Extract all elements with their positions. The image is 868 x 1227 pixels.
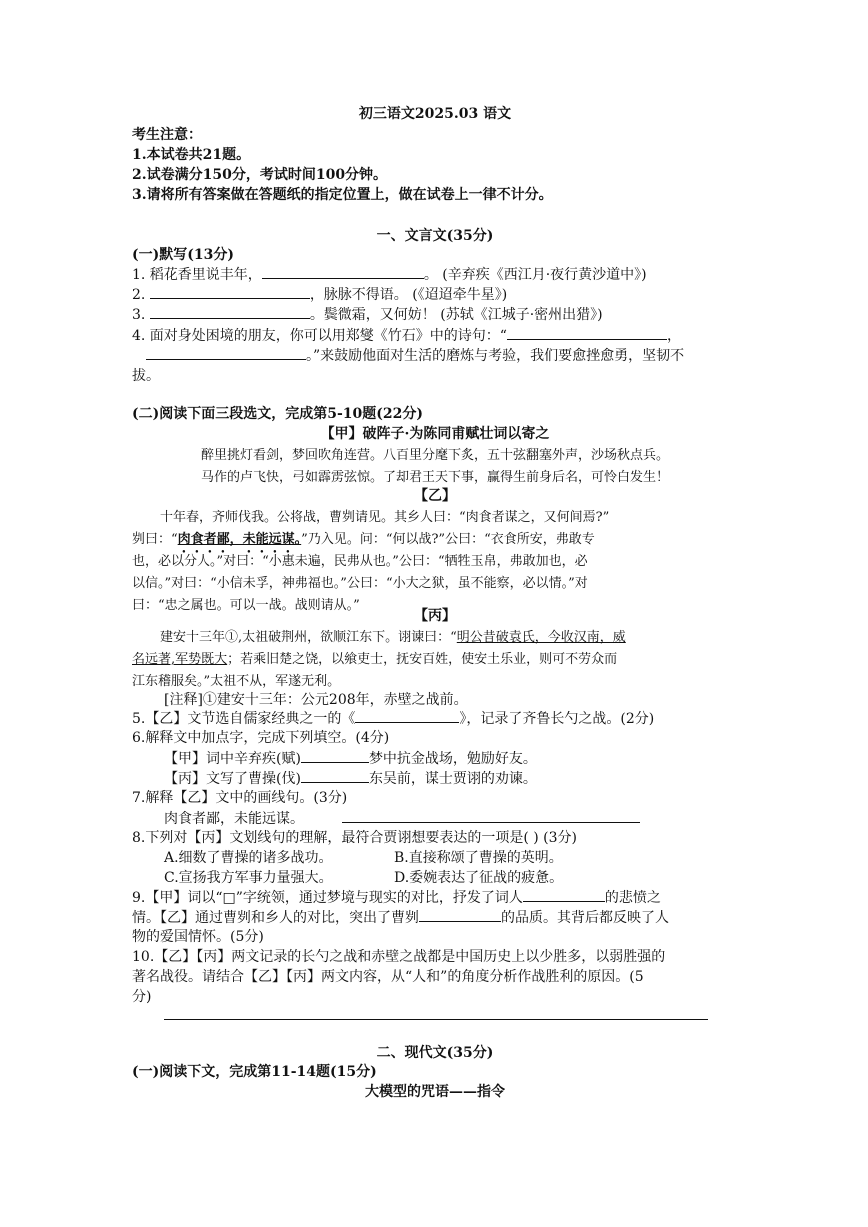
passage-yi-line: 以信。”对曰：“小信未孚，神弗福也。”公曰：“小大之狱，虽不能察，必以情。”对 [132, 576, 588, 591]
q-text: 3. [132, 307, 150, 323]
q-text: ，脉脉不得语。 (《迢迢牵牛星》) [309, 287, 508, 303]
annotation-note: [注释]①建安十三年：公元208年，赤壁之战前。 [164, 692, 468, 708]
notice-item: 1.本试卷共21题。 [132, 147, 251, 163]
question-4-end: 拔。 [132, 368, 160, 384]
passage-bing-title: 【丙】 [414, 608, 456, 624]
question-8-options [164, 868, 770, 888]
passage-bing-line: 江东稽服矣。”太祖不从，军遂无利。 [132, 674, 341, 689]
passage-jia-line: 马作的卢飞快，弓如霹雳弦惊。了却君王天下事，赢得生前身后名，可怜白发生！ [200, 470, 669, 485]
passage-text: 建安十三年①,太祖破荆州，欲顺江东下。诩谏曰：“ [160, 630, 457, 645]
q-text: 5.【乙】文节选自儒家经典之一的《 [132, 711, 356, 727]
exam-title: 初三语文2025.03 语文 [358, 106, 512, 122]
answer-blank [150, 284, 310, 299]
q-text: 的悲愤之 [604, 890, 661, 906]
passage-bing-line [160, 628, 766, 648]
part-title: (一)阅读下文，完成第11-14题(15分) [132, 1064, 377, 1080]
q-text: 。”来鼓励他面对生活的磨炼与考验，我们要愈挫愈勇，坚韧不 [306, 348, 685, 364]
part-title: (一)默写(13分) [132, 247, 234, 263]
question-2 [132, 284, 738, 305]
question-7-line [164, 808, 770, 829]
question-8-options [164, 848, 770, 868]
option-d: D.委婉表达了征战的疲惫。 [394, 870, 564, 886]
question-10-cont: 著名战役。请结合【乙】【丙】两文内容，从“人和”的角度分析作战胜利的原因。(5 [132, 969, 644, 985]
q-text: 2. [132, 287, 150, 303]
q-text: 。鬓微霜，又何妨！ (苏轼《江城子·密州出猎》) [309, 307, 603, 323]
notice-title: 考生注意： [132, 127, 202, 143]
answer-blank [301, 768, 369, 783]
option-c: C.宣扬我方军事力量强大。 [164, 870, 333, 886]
option-b: B.直接称颂了曹操的英明。 [394, 850, 563, 866]
question-3 [132, 304, 738, 325]
section-title: 二、现代文(35分) [376, 1045, 494, 1061]
answer-blank [523, 887, 605, 902]
question-9-end: 物的爱国情怀。(5分) [132, 929, 264, 945]
answer-blank [355, 708, 459, 723]
answer-blank [342, 808, 640, 823]
part-title: (二)阅读下面三段选文，完成第5-10题(22分) [132, 406, 424, 422]
passage-yi-line: 也，必以分人。”对曰：“小惠未遍，民弗从也。”公曰：“牺牲玉帛，弗敢加也，必 [132, 554, 588, 569]
answer-blank [262, 264, 424, 279]
question-6-item [164, 748, 770, 769]
q-text: 肉食者鄙，未能远谋。 [164, 811, 304, 827]
notice-item: 2.试卷满分150分，考试时间100分钟。 [132, 167, 388, 183]
notice-item: 3.请将所有答案做在答题纸的指定位置上，做在试卷上一律不计分。 [132, 187, 553, 203]
q-text: 9.【甲】词以“ [132, 890, 223, 906]
question-6-item [164, 768, 770, 789]
q-text: 梦中抗金战场，勉励好友。 [368, 751, 537, 767]
q-text: 。 (辛弃疾《西江月·夜行黄沙道中》) [423, 267, 647, 283]
q-text: 情。【乙】通过曹刿和乡人的对比，突出了曹刿 [132, 910, 419, 926]
q-text: 的品质。其背后都反映了人 [501, 910, 669, 926]
passage-text: ”乃入见。问：“何以战?”公曰：“衣食所安，弗敢专 [301, 532, 595, 547]
question-9-cont [132, 907, 738, 928]
answer-line [164, 1019, 708, 1020]
question-8: 8.下列对【丙】文划线句的理解，最符合贾诩想要表达的一项是( ) (3分) [132, 830, 578, 846]
passage-bing-line [132, 650, 738, 670]
question-10-end: 分) [132, 989, 152, 1005]
q-text: 【甲】词中辛弃疾(赋) [164, 751, 301, 767]
question-7: 7.解释【乙】文中的画线句。(3分) [132, 790, 348, 806]
passage-yi-line: 十年春，齐师伐我。公将战，曹刿请见。其乡人曰：“肉食者谋之，又何间焉?” [160, 510, 610, 525]
question-10: 10.【乙】【丙】两文记录的长勺之战和赤壁之战都是中国历史上以少胜多，以弱胜强的 [132, 949, 666, 965]
underlined-sentence: 肉食者鄙，未能远谋。 [177, 532, 302, 547]
option-a: A.细数了曹操的诸多战功。 [164, 850, 333, 866]
blank-box: □ [222, 890, 236, 906]
passage-text: ；若乘旧楚之饶，以飨吏士，抚安百姓，使安土乐业，则可不劳众而 [227, 652, 618, 667]
question-1 [132, 264, 738, 285]
q-text: 东吴前，谋士贾诩的劝谏。 [368, 771, 537, 787]
underlined-sentence: 名远著,军势既大 [132, 652, 228, 667]
passage-jia-title: 【甲】破阵子·为陈同甫赋壮词以寄之 [320, 426, 550, 442]
passage-yi-title: 【乙】 [414, 488, 456, 504]
q-text: ， [666, 328, 681, 344]
q-text: ”字统领，通过梦境与现实的对比，抒发了词人 [235, 890, 523, 906]
question-5 [132, 708, 738, 729]
answer-blank [419, 907, 501, 922]
q-text: 4. 面对身处困境的朋友，你可以用郑燮《竹石》中的诗句：“ [132, 328, 507, 344]
q-text: 1. 稻花香里说丰年， [132, 267, 262, 283]
answer-blank [146, 345, 306, 360]
question-4-cont [132, 345, 738, 366]
q-text: 》，记录了齐鲁长勺之战。(2分) [459, 711, 655, 727]
question-4 [132, 325, 738, 346]
question-6: 6.解释文中加点字，完成下列填空。(4分) [132, 730, 390, 746]
question-9 [132, 887, 738, 908]
passage-jia-line: 醉里挑灯看剑，梦回吹角连营。八百里分麾下炙，五十弦翻塞外声，沙场秋点兵。 [200, 448, 669, 463]
answer-blank [507, 325, 667, 340]
article-title: 大模型的咒语——指令 [365, 1084, 505, 1100]
answer-blank [150, 304, 310, 319]
passage-yi-line: 曰：“忠之属也。可以一战。战则请从。” [132, 598, 360, 613]
passage-text: 刿曰：“ [132, 532, 178, 547]
q-text: 【丙】文写了曹操(伐) [164, 771, 301, 787]
section-title: 一、文言文(35分) [376, 228, 494, 244]
underlined-sentence: 明公昔破袁氏，今收汉南，威 [456, 630, 626, 645]
answer-blank [301, 748, 369, 763]
